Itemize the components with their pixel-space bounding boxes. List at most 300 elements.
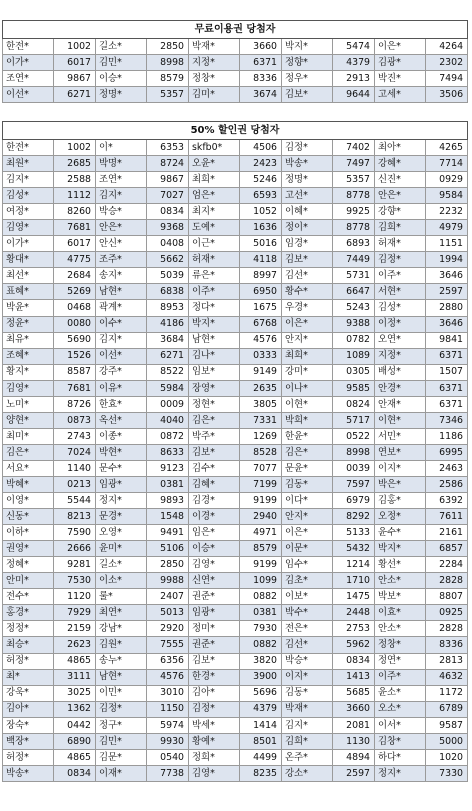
winner-phone-digits: 2159 [54,621,96,637]
winner-name: 이선* [3,87,54,103]
winner-name: 정향* [282,55,333,71]
winner-name: 안은* [96,220,147,236]
winner-phone-digits: 7681 [54,220,96,236]
winner-name: 김성* [375,300,426,316]
winner-name: 길소* [96,39,147,55]
winner-phone-digits: 9199 [240,557,282,573]
winner-name: 김정* [375,252,426,268]
winner-name: 우경* [282,300,333,316]
winner-name: 이은* [282,525,333,541]
winner-name: 이* [96,140,147,156]
winner-phone-digits: 2828 [426,573,468,589]
winner-phone-digits: 9123 [147,460,189,476]
winner-name: 지정* [375,348,426,364]
table-row [3,316,468,332]
winner-name: 옥선* [96,412,147,428]
winner-name: 이하* [3,525,54,541]
winner-phone-digits: 5974 [147,717,189,733]
table-row [3,396,468,412]
winner-phone-digits: 6995 [426,444,468,460]
winner-name: 이소* [96,573,147,589]
winner-phone-digits: 4499 [240,749,282,765]
table-row [3,589,468,605]
winner-name: 이선* [96,348,147,364]
winner-name: 홍경* [3,605,54,621]
winner-phone-digits: 4865 [54,749,96,765]
winner-phone-digits: 2813 [426,653,468,669]
winner-name: 김영* [3,380,54,396]
winner-phone-digits: 5432 [333,541,375,557]
winner-phone-digits: 8998 [147,55,189,71]
winner-phone-digits: 8726 [54,396,96,412]
winner-phone-digits: 7555 [147,637,189,653]
winner-phone-digits: 3660 [240,39,282,55]
winner-name: 이경* [189,509,240,525]
winner-name: 안미* [3,573,54,589]
winner-phone-digits: 4775 [54,252,96,268]
winner-name: 권준* [189,637,240,653]
winner-phone-digits: 2920 [147,621,189,637]
winner-name: 허정* [3,653,54,669]
winner-phone-digits: 2753 [333,621,375,637]
winner-phone-digits: 9388 [333,316,375,332]
winner-name: 한효* [96,396,147,412]
winner-phone-digits: 9841 [426,332,468,348]
winner-phone-digits: 0009 [147,396,189,412]
table-row [3,669,468,685]
winner-phone-digits: 4265 [426,140,468,156]
winner-phone-digits: 1526 [54,348,96,364]
winner-name: 고선* [282,188,333,204]
winner-phone-digits: 8292 [333,509,375,525]
winner-phone-digits: 6371 [240,55,282,71]
winner-phone-digits: 9867 [147,172,189,188]
winner-name: 류은* [189,268,240,284]
winner-name: 송지* [96,268,147,284]
winner-name: 윤수* [375,525,426,541]
winner-name: 김원* [96,637,147,653]
winner-phone-digits: 8213 [54,509,96,525]
table-row [3,55,468,71]
winner-phone-digits: 7597 [333,476,375,492]
winner-phone-digits: 2284 [426,557,468,573]
winner-phone-digits: 0080 [54,316,96,332]
winner-name: 김수* [189,460,240,476]
winner-name: 여정* [3,204,54,220]
winner-phone-digits: 7714 [426,156,468,172]
winner-phone-digits: 9199 [240,493,282,509]
winner-name: 이종* [96,428,147,444]
winner-name: 김문* [96,749,147,765]
winner-phone-digits: 1214 [333,557,375,573]
winner-name: 오영* [96,525,147,541]
winner-name: 이수* [96,316,147,332]
winner-name: 오정* [375,509,426,525]
winner-name: 강혜* [375,156,426,172]
winner-phone-digits: 7330 [426,765,468,781]
winner-name: 이다* [282,493,333,509]
winner-name: 이현* [282,396,333,412]
table-row [3,284,468,300]
winner-name: 한윤* [282,428,333,444]
winner-phone-digits: 9584 [426,188,468,204]
table-row [3,476,468,492]
winner-name: 김아* [189,685,240,701]
winner-name: 임은* [189,525,240,541]
winner-name: 박희* [282,412,333,428]
winner-phone-digits: 2597 [333,765,375,781]
table-row [3,685,468,701]
winner-name: 김정* [282,140,333,156]
winner-phone-digits: 6353 [147,140,189,156]
winner-phone-digits: 8778 [333,220,375,236]
winner-phone-digits: 2743 [54,428,96,444]
winner-name: 최유* [3,332,54,348]
winner-phone-digits: 8336 [240,71,282,87]
winner-phone-digits: 8579 [147,71,189,87]
discount-ticket-rows [3,140,468,782]
winner-phone-digits: 7929 [54,605,96,621]
winner-phone-digits: 8235 [240,765,282,781]
winner-phone-digits: 3820 [240,653,282,669]
winner-phone-digits: 7331 [240,412,282,428]
winner-name: 이효* [375,605,426,621]
winner-phone-digits: 1186 [426,428,468,444]
winner-phone-digits: 6356 [147,653,189,669]
winner-name: 박지* [189,316,240,332]
winner-name: 정우* [282,71,333,87]
winner-name: 박지* [282,39,333,55]
winner-name: 박송* [282,156,333,172]
winner-name: 배성* [375,364,426,380]
table-row [3,637,468,653]
winner-phone-digits: 8528 [240,444,282,460]
winner-name: 이승* [189,541,240,557]
winner-phone-digits: 8336 [426,637,468,653]
winner-phone-digits: 6593 [240,188,282,204]
winner-phone-digits: 8260 [54,204,96,220]
winner-phone-digits: 6371 [426,396,468,412]
table-row [3,268,468,284]
winner-name: 한전* [3,140,54,156]
winner-phone-digits: 4632 [426,669,468,685]
winner-name: 박현* [96,444,147,460]
winner-phone-digits: 0381 [147,476,189,492]
winner-phone-digits: 0824 [333,396,375,412]
winner-name: 남현* [96,284,147,300]
winner-phone-digits: 2850 [147,39,189,55]
winner-name: 이지* [282,669,333,685]
free-ticket-rows [3,39,468,103]
winner-name: 김정* [96,701,147,717]
winner-name: 이가* [3,55,54,71]
winner-phone-digits: 5269 [54,284,96,300]
winner-name: 하다* [375,749,426,765]
table-row [3,332,468,348]
winner-name: 최원* [3,156,54,172]
winner-name: 김선* [282,268,333,284]
winner-name: 최아* [375,140,426,156]
winner-name: 안지* [282,332,333,348]
table-row [3,71,468,87]
table-row [3,573,468,589]
winner-phone-digits: 0442 [54,717,96,733]
winner-phone-digits: 9587 [426,717,468,733]
winner-phone-digits: 3660 [333,701,375,717]
table-row [3,525,468,541]
winner-name: 연보* [375,444,426,460]
winner-phone-digits: 0468 [54,300,96,316]
winner-name: 박진* [375,71,426,87]
winner-name: 문경* [96,509,147,525]
winner-name: 신동* [3,509,54,525]
winner-phone-digits: 2597 [426,284,468,300]
winner-phone-digits: 2685 [54,156,96,172]
winner-name: 이혜* [282,204,333,220]
winner-name: 이문* [282,541,333,557]
winner-name: 김지* [96,332,147,348]
winner-phone-digits: 2463 [426,460,468,476]
winner-phone-digits: 4971 [240,525,282,541]
winner-name: 송누* [96,653,147,669]
winner-phone-digits: 0540 [147,749,189,765]
winner-name: 남현* [96,669,147,685]
winner-phone-digits: 6271 [54,87,96,103]
winner-name: 김정* [189,701,240,717]
table-row [3,236,468,252]
winner-name: 안재* [375,396,426,412]
winner-phone-digits: 3674 [240,87,282,103]
winner-name: 김창* [375,733,426,749]
winner-phone-digits: 6271 [147,348,189,364]
winner-name: 박혜* [3,476,54,492]
winner-phone-digits: 1140 [54,460,96,476]
winner-name: 김민* [96,733,147,749]
winner-name: 이지* [375,460,426,476]
winner-phone-digits: 0872 [147,428,189,444]
winner-name: 서현* [375,284,426,300]
winner-phone-digits: 5962 [333,637,375,653]
winner-phone-digits: 2586 [426,476,468,492]
winner-phone-digits: 4576 [147,669,189,685]
winner-phone-digits: 1269 [240,428,282,444]
winner-phone-digits: 9925 [333,204,375,220]
winner-name: 정연* [375,653,426,669]
winner-phone-digits: 4118 [240,252,282,268]
winner-name: 장숙* [3,717,54,733]
winner-phone-digits: 2880 [426,300,468,316]
winner-phone-digits: 6371 [426,380,468,396]
winner-name: 한전* [3,39,54,55]
table-row [3,605,468,621]
winner-phone-digits: 5685 [333,685,375,701]
winner-name: 최* [3,669,54,685]
winner-phone-digits: 5717 [333,412,375,428]
winner-name: 정지* [96,493,147,509]
winner-phone-digits: 6838 [147,284,189,300]
table-row [3,204,468,220]
winner-phone-digits: 5984 [147,380,189,396]
winner-phone-digits: 5106 [147,541,189,557]
winner-phone-digits: 7530 [54,573,96,589]
winner-phone-digits: 6857 [426,541,468,557]
winner-name: 정창* [189,71,240,87]
winner-name: 이근* [189,236,240,252]
table-row [3,765,468,781]
winner-phone-digits: 5039 [147,268,189,284]
winner-phone-digits: 7738 [147,765,189,781]
winner-phone-digits: 0213 [54,476,96,492]
winner-phone-digits: 7590 [54,525,96,541]
winner-name: 조혜* [3,348,54,364]
winner-name: 김아* [3,701,54,717]
winner-name: 이보* [282,589,333,605]
winner-name: 박명* [96,156,147,172]
winner-name: 박승* [96,204,147,220]
winner-phone-digits: 2161 [426,525,468,541]
winner-name: 김동* [282,476,333,492]
winner-name: 정윤* [3,316,54,332]
winner-phone-digits: 1414 [240,717,282,733]
winner-phone-digits: 5696 [240,685,282,701]
winner-phone-digits: 1636 [240,220,282,236]
winner-phone-digits: 7027 [147,188,189,204]
winner-name: 박승* [282,653,333,669]
winner-name: 정미* [189,621,240,637]
table-row [3,380,468,396]
winner-phone-digits: 4186 [147,316,189,332]
winner-phone-digits: 2666 [54,541,96,557]
winner-name: 김민* [96,55,147,71]
winner-phone-digits: 8579 [240,541,282,557]
winner-name: 박세* [189,717,240,733]
winner-name: 이유* [96,380,147,396]
winner-name: 윤미* [96,541,147,557]
winner-name: 김지* [96,188,147,204]
winner-phone-digits: 8522 [147,364,189,380]
table-row [3,653,468,669]
winner-phone-digits: 3900 [240,669,282,685]
table-row [3,557,468,573]
winner-phone-digits: 4865 [54,653,96,669]
discount-ticket-winners-table [2,121,468,782]
winner-phone-digits: 9644 [333,87,375,103]
winner-phone-digits: 7611 [426,509,468,525]
winner-name: 김광* [375,55,426,71]
winner-phone-digits: 2588 [54,172,96,188]
winner-name: 정명* [96,87,147,103]
winner-name: 김보* [189,653,240,669]
winner-phone-digits: 2828 [426,621,468,637]
winner-phone-digits: 6647 [333,284,375,300]
winner-phone-digits: 0873 [54,412,96,428]
winner-phone-digits: 6017 [54,236,96,252]
winner-phone-digits: 9893 [147,493,189,509]
winner-phone-digits: 1002 [54,39,96,55]
winner-name: 김경* [189,493,240,509]
winner-name: 이재* [96,765,147,781]
winner-phone-digits: 2302 [426,55,468,71]
winner-name: 이민* [96,685,147,701]
winner-phone-digits: 5016 [240,236,282,252]
winner-phone-digits: 9585 [333,380,375,396]
winner-name: skfb0* [189,140,240,156]
winner-name: 강향* [375,204,426,220]
winner-phone-digits: 7449 [333,252,375,268]
winner-name: 황대* [3,252,54,268]
winner-phone-digits: 6979 [333,493,375,509]
winner-name: 고세* [375,87,426,103]
winner-name: 안지* [282,509,333,525]
winner-phone-digits: 6768 [240,316,282,332]
table-row [3,156,468,172]
winner-name: 임보* [189,364,240,380]
winner-name: 박은* [375,476,426,492]
winner-name: 이영* [3,493,54,509]
winner-phone-digits: 7930 [240,621,282,637]
table-row [3,701,468,717]
winner-phone-digits: 8633 [147,444,189,460]
winner-phone-digits: 0834 [54,765,96,781]
winner-phone-digits: 2448 [333,605,375,621]
winner-name: 임경* [282,236,333,252]
winner-phone-digits: 8778 [333,188,375,204]
winner-name: 권영* [3,541,54,557]
winner-name: 최희* [189,172,240,188]
winner-name: 박윤* [3,300,54,316]
winner-name: 이서* [375,717,426,733]
winner-name: 이승* [96,71,147,87]
winner-name: 김미* [189,87,240,103]
winner-phone-digits: 2232 [426,204,468,220]
winner-name: 임광* [189,605,240,621]
winner-phone-digits: 0925 [426,605,468,621]
winner-name: 김초* [282,573,333,589]
winner-phone-digits: 6371 [426,348,468,364]
winner-name: 안은* [375,188,426,204]
winner-phone-digits: 2684 [54,268,96,284]
winner-phone-digits: 9281 [54,557,96,573]
winner-name: 박수* [282,605,333,621]
winner-name: 정다* [189,300,240,316]
winner-name: 전은* [282,621,333,637]
winner-name: 이현* [375,412,426,428]
winner-name: 김지* [282,717,333,733]
winner-phone-digits: 6950 [240,284,282,300]
winner-name: 최희* [282,348,333,364]
winner-phone-digits: 1413 [333,669,375,685]
winner-name: 안소* [375,621,426,637]
table-row [3,252,468,268]
winner-phone-digits: 3010 [147,685,189,701]
winner-phone-digits: 1089 [333,348,375,364]
winner-name: 서민* [375,428,426,444]
winner-phone-digits: 0882 [240,589,282,605]
winner-phone-digits: 4040 [147,412,189,428]
winner-phone-digits: 8998 [333,444,375,460]
winner-name: 신연* [189,573,240,589]
winner-phone-digits: 1130 [333,733,375,749]
winner-name: 표혜* [3,284,54,300]
winner-phone-digits: 5000 [426,733,468,749]
winner-name: 이가* [3,236,54,252]
winner-name: 강욱* [3,685,54,701]
winner-name: 신진* [375,172,426,188]
winner-phone-digits: 1548 [147,509,189,525]
winner-phone-digits: 1172 [426,685,468,701]
winner-name: 정현* [189,396,240,412]
winner-phone-digits: 8997 [240,268,282,284]
